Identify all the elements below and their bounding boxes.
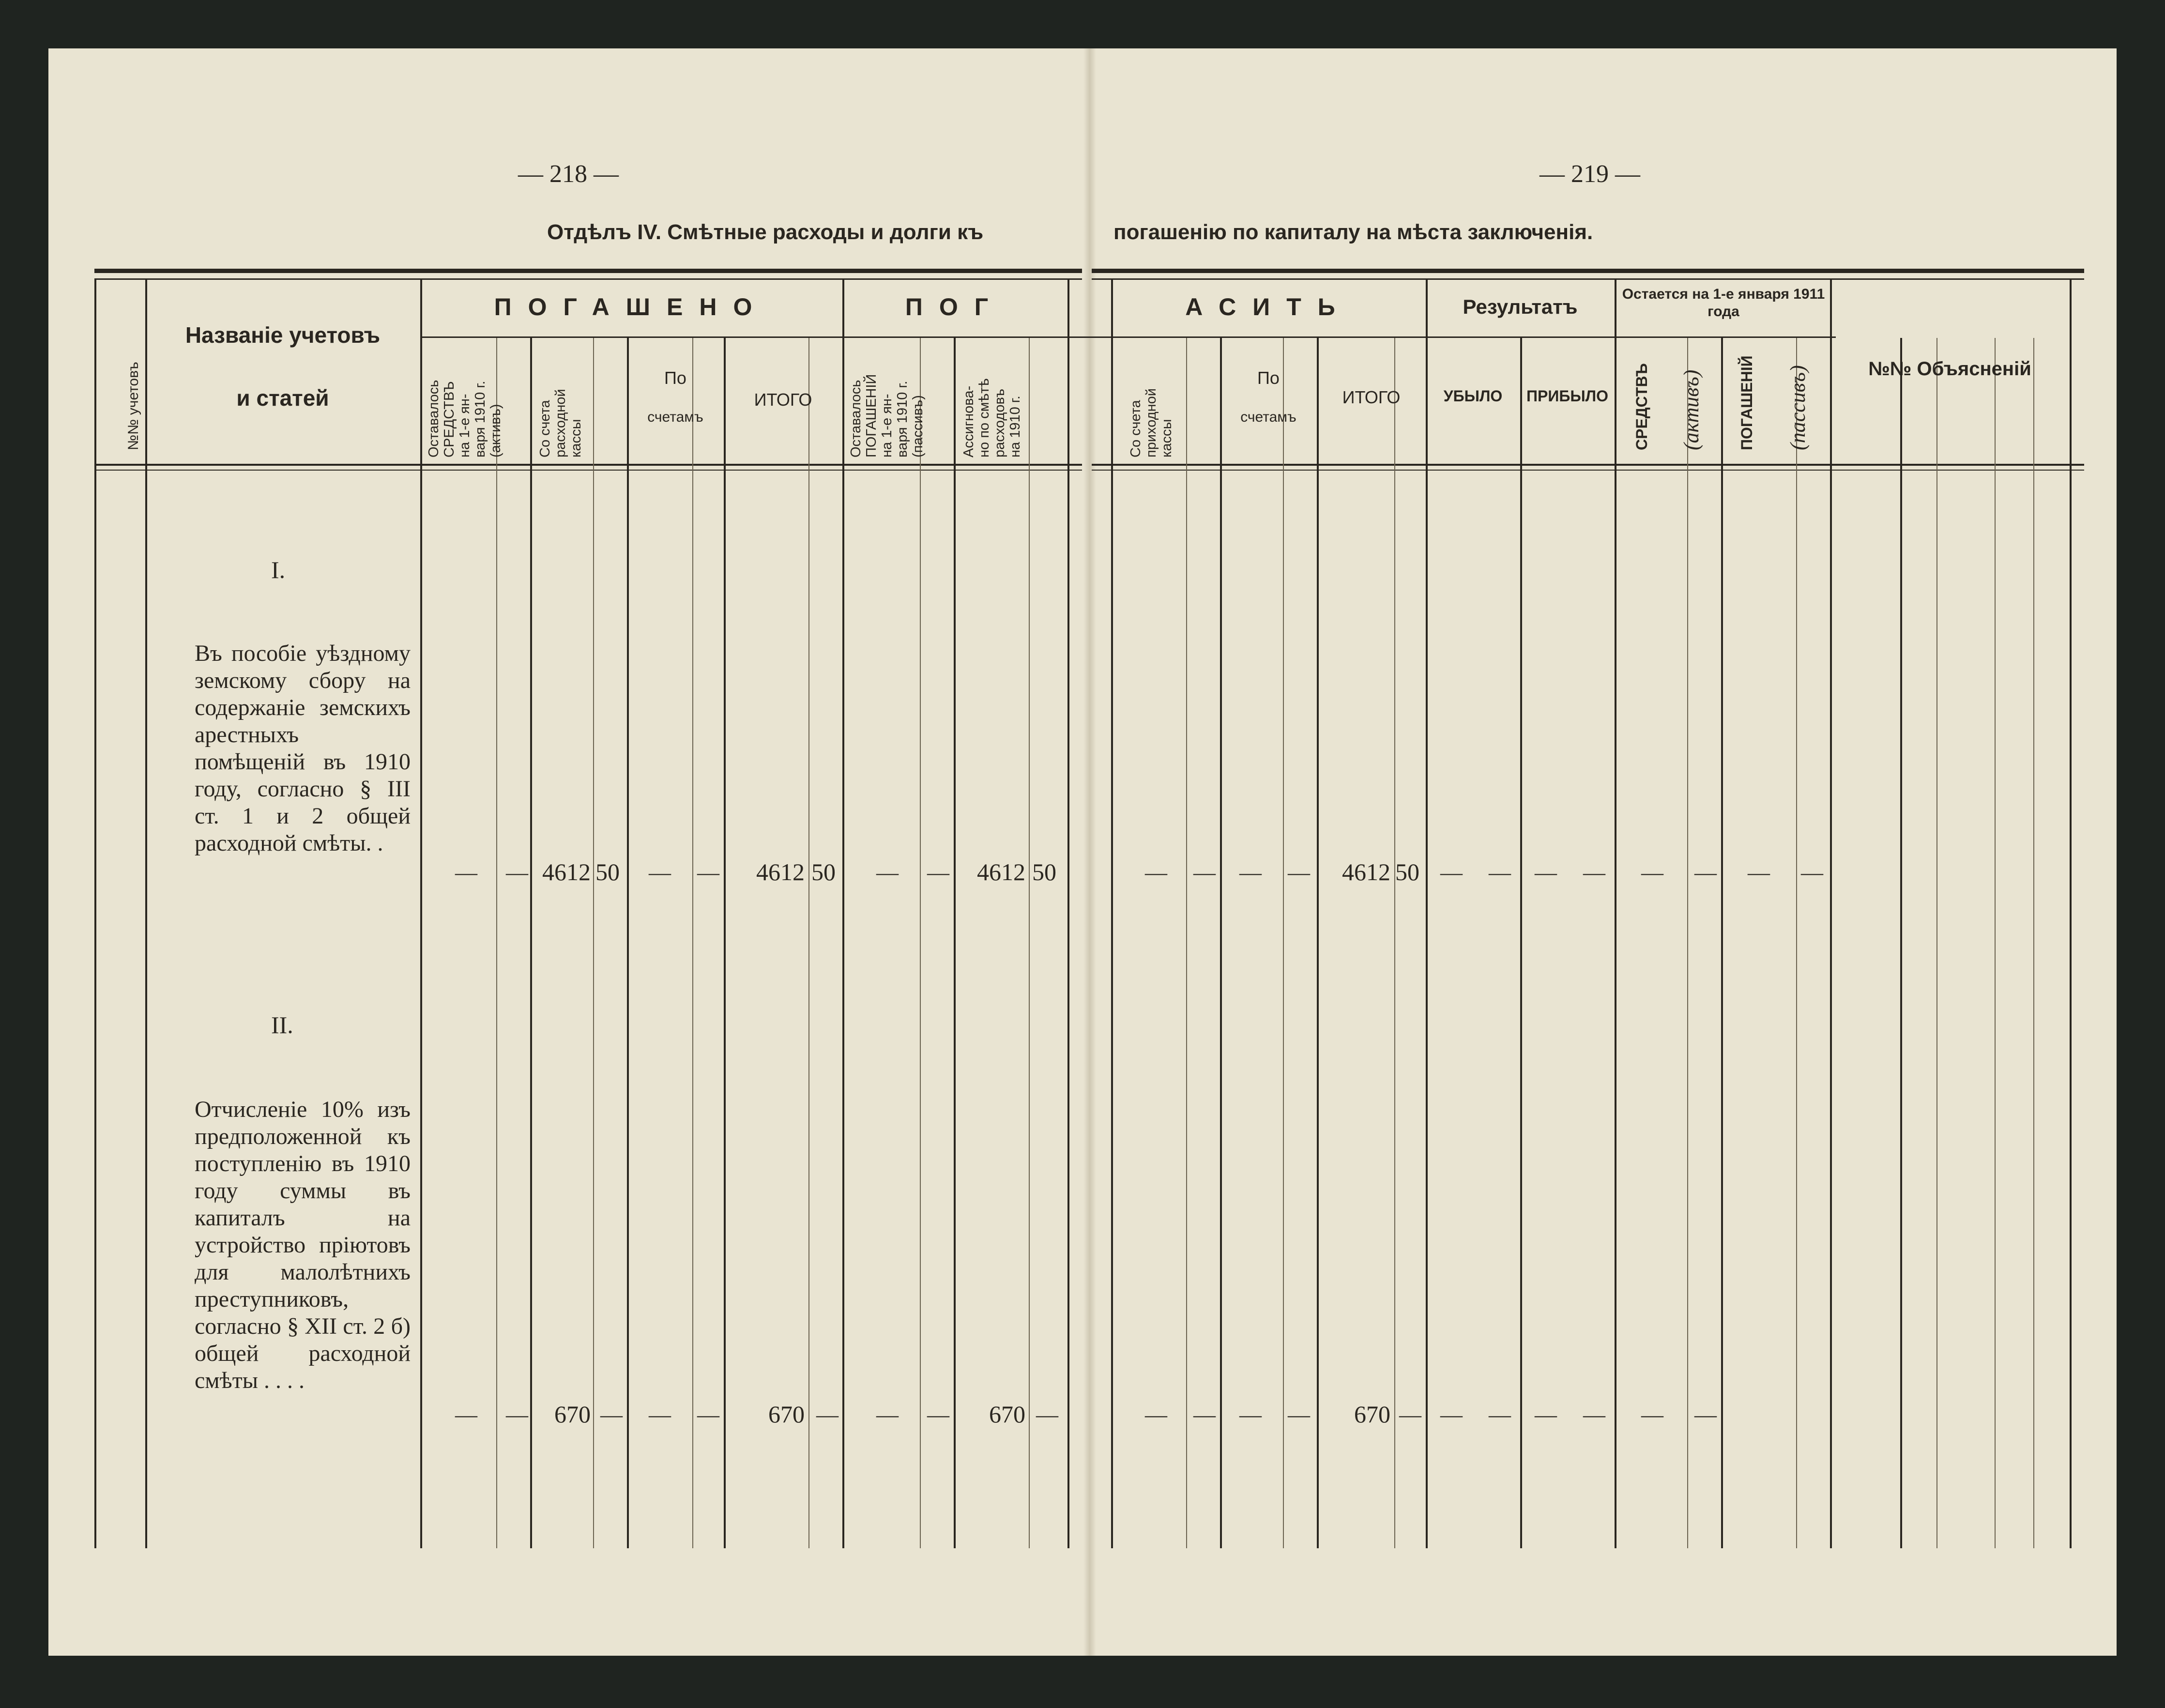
row-1-text: Въ пособіе уѣздному земскому сбору на содержаніе земскихъ арестныхъ помѣщеній въ 1910 году, согласно § III ст. 1 и 2 общей расходной смѣты. . — [195, 640, 411, 856]
col-header-pribylo: ПРИБЫЛО — [1526, 387, 1608, 405]
col-border — [145, 280, 147, 1548]
row-1-dash: — — [1489, 860, 1511, 884]
row-2-dash: — — [1583, 1402, 1605, 1427]
col-sep — [1796, 338, 1797, 1548]
row-1-so-scheta: 4612 — [542, 858, 591, 885]
row-2-dash: — — [649, 1402, 671, 1427]
table-top-rule2-left — [94, 278, 1082, 280]
book-gutter — [1083, 48, 1096, 1656]
row-2-itogo: 670 — [768, 1401, 805, 1428]
row-1-assign-kop: 50 — [1032, 858, 1056, 885]
col-sep — [1394, 338, 1395, 1548]
col-sep — [1029, 338, 1030, 1548]
row-2-text: Отчисленіе 10% изъ предположенной къ поступленію въ 1910 году суммы въ капиталъ на устройство пріютовъ для малолѣтнихъ преступниковъ, согласно § XII ст. 2 б) общей расходной смѣты . . . . — [195, 1097, 411, 1393]
row-1-assign: 4612 — [977, 858, 1025, 885]
col-border — [1520, 338, 1522, 1548]
row-1-roman: I. — [271, 556, 286, 583]
row-2-so-scheta: 670 — [554, 1401, 591, 1428]
header-bottom-rule-left — [94, 464, 1082, 466]
col-border — [627, 338, 629, 1548]
col-header-so-scheta-rashod: Со счета расходной кассы — [537, 389, 584, 458]
row-2-dash: — — [1535, 1402, 1557, 1427]
row-1-itogo-r: 4612 — [1342, 858, 1390, 885]
row-2-dash: — — [1288, 1402, 1310, 1427]
section-heading-right: погашенію по капиталу на мѣста заключенія. — [1113, 220, 1593, 244]
row-1-dash: — — [649, 860, 671, 884]
col-header-schetam-r: счетамъ — [1240, 409, 1296, 425]
col-sep — [1995, 338, 1996, 1548]
group-header-pogasheno: ПОГАШЕНО — [494, 293, 769, 320]
page-number-right: — 219 — — [1540, 160, 1640, 188]
row-1-dash: — — [1535, 860, 1557, 884]
col-header-ubylo: УБЫЛО — [1443, 387, 1503, 405]
col-header-assign: Ассигнова- но по смѣтѣ расходовъ на 1910 г. — [961, 378, 1023, 458]
row-2-dash: — — [697, 1402, 719, 1427]
col-sep — [496, 338, 497, 1548]
col-sep — [593, 338, 594, 1548]
col-sep — [2033, 338, 2034, 1548]
col-header-name-2: и статей — [236, 385, 329, 411]
row-2-dash: — — [1489, 1402, 1511, 1427]
col-sep — [808, 338, 809, 1548]
row-2-assign: 670 — [989, 1401, 1025, 1428]
col-sep — [692, 338, 693, 1548]
col-header-pogasheniy: ПОГАШЕНІЙ — [1738, 355, 1755, 450]
col-border — [1111, 280, 1113, 1548]
row-1-dash: — — [927, 860, 949, 884]
table-top-rule-left — [94, 269, 1082, 273]
row-2-dash: — — [1694, 1402, 1717, 1427]
group-header-pogasit-left: ПОГ — [905, 293, 1005, 320]
row-2-dash: — — [1399, 1402, 1421, 1427]
col-header-aktiv: (активъ) — [1679, 369, 1703, 450]
col-sep — [1687, 338, 1688, 1548]
col-header-obyasneniy: №№ Объясненій — [1868, 358, 2031, 380]
col-header-po-r: По — [1257, 368, 1280, 388]
row-2-dash: — — [1440, 1402, 1463, 1427]
row-2-dash: — — [1145, 1402, 1167, 1427]
col-sep — [1936, 338, 1937, 1548]
section-heading-left: Отдѣлъ IV. Смѣтные расходы и долги къ — [547, 220, 984, 244]
col-border — [1721, 338, 1723, 1548]
row-2-roman: II. — [271, 1011, 293, 1038]
row-1-itogo-r-kop: 50 — [1395, 858, 1419, 885]
col-header-name-1: Названіе учетовъ — [185, 322, 381, 348]
row-1-itogo-kop: 50 — [811, 858, 836, 885]
col-header-ost-sredstv: Оставалось СРЕДСТВЪ на 1-е ян- варя 1910 г. (активъ) — [426, 380, 503, 458]
row-1-dash: — — [1748, 860, 1770, 884]
row-1-dash: — — [1583, 860, 1605, 884]
page-number-left: — 218 — — [518, 160, 619, 188]
row-2-dash: — — [1239, 1402, 1262, 1427]
col-border — [842, 280, 844, 1548]
col-header-itogo-r: ИТОГО — [1342, 387, 1401, 407]
group-header-result: Результатъ — [1463, 295, 1578, 318]
row-2-dash: — — [455, 1402, 477, 1427]
col-header-itogo: ИТОГО — [754, 390, 812, 410]
row-2-dash: — — [1641, 1402, 1663, 1427]
col-header-so-scheta-prihod: Со счета приходной кассы — [1128, 388, 1174, 458]
col-border — [1067, 280, 1069, 1548]
col-sep — [1283, 338, 1284, 1548]
header-bottom-rule2-left — [94, 470, 1082, 471]
col-border — [1900, 338, 1902, 1548]
row-1-dash: — — [1641, 860, 1663, 884]
group-rule-pogasheno — [421, 336, 843, 338]
row-2-dash: — — [1036, 1402, 1058, 1427]
col-sep — [1186, 338, 1187, 1548]
header-bottom-rule2-right — [1092, 470, 2084, 471]
row-1-dash: — — [1145, 860, 1167, 884]
row-1-dash: — — [1193, 860, 1216, 884]
row-2-dash: — — [1193, 1402, 1216, 1427]
col-sep — [920, 338, 921, 1548]
table-top-rule-right — [1092, 269, 2084, 273]
group-header-pogasit-right: АСИТЬ — [1185, 293, 1352, 320]
row-1-dash: — — [1239, 860, 1262, 884]
col-border — [724, 338, 726, 1548]
row-2-itogo-r: 670 — [1354, 1401, 1390, 1428]
col-border — [1426, 280, 1428, 1548]
row-2-dash: — — [927, 1402, 949, 1427]
col-border — [954, 338, 956, 1548]
col-border — [1615, 280, 1616, 1548]
table-top-rule2-right — [1092, 278, 2084, 280]
col-header-num: №№ учетовъ — [125, 362, 141, 450]
col-header-schetam: счетамъ — [647, 409, 703, 425]
col-border — [2070, 280, 2072, 1548]
col-header-sredstv: СРЕДСТВЪ — [1633, 363, 1650, 450]
row-1-dash: — — [1288, 860, 1310, 884]
col-border — [530, 338, 532, 1548]
row-1-dash: — — [697, 860, 719, 884]
row-1-itogo: 4612 — [756, 858, 805, 885]
group-header-remains: Остается на 1-е января 1911 года — [1622, 286, 1825, 320]
col-border — [1830, 280, 1832, 1548]
row-2-dash: — — [506, 1402, 528, 1427]
header-bottom-rule-right — [1092, 464, 2084, 466]
row-2-dash: — — [600, 1402, 623, 1427]
col-border — [420, 280, 422, 1548]
col-border — [1220, 338, 1222, 1548]
row-1-dash: — — [455, 860, 477, 884]
col-header-po: По — [664, 368, 686, 388]
row-1-dash: — — [506, 860, 528, 884]
row-1-dash: — — [1440, 860, 1463, 884]
col-border — [1317, 338, 1319, 1548]
row-1-dash: — — [876, 860, 899, 884]
row-1-dash: — — [1801, 860, 1823, 884]
row-1-so-scheta-kop: 50 — [595, 858, 620, 885]
col-border — [94, 280, 96, 1548]
row-1-dash: — — [1694, 860, 1717, 884]
col-header-ost-pogash: Оставалось ПОГАШЕНІЙ на 1-е ян- варя 1910 г. (пассивъ) — [848, 374, 926, 458]
col-header-passiv: (пассивъ) — [1786, 365, 1810, 450]
row-2-dash: — — [816, 1402, 839, 1427]
row-2-dash: — — [876, 1402, 899, 1427]
